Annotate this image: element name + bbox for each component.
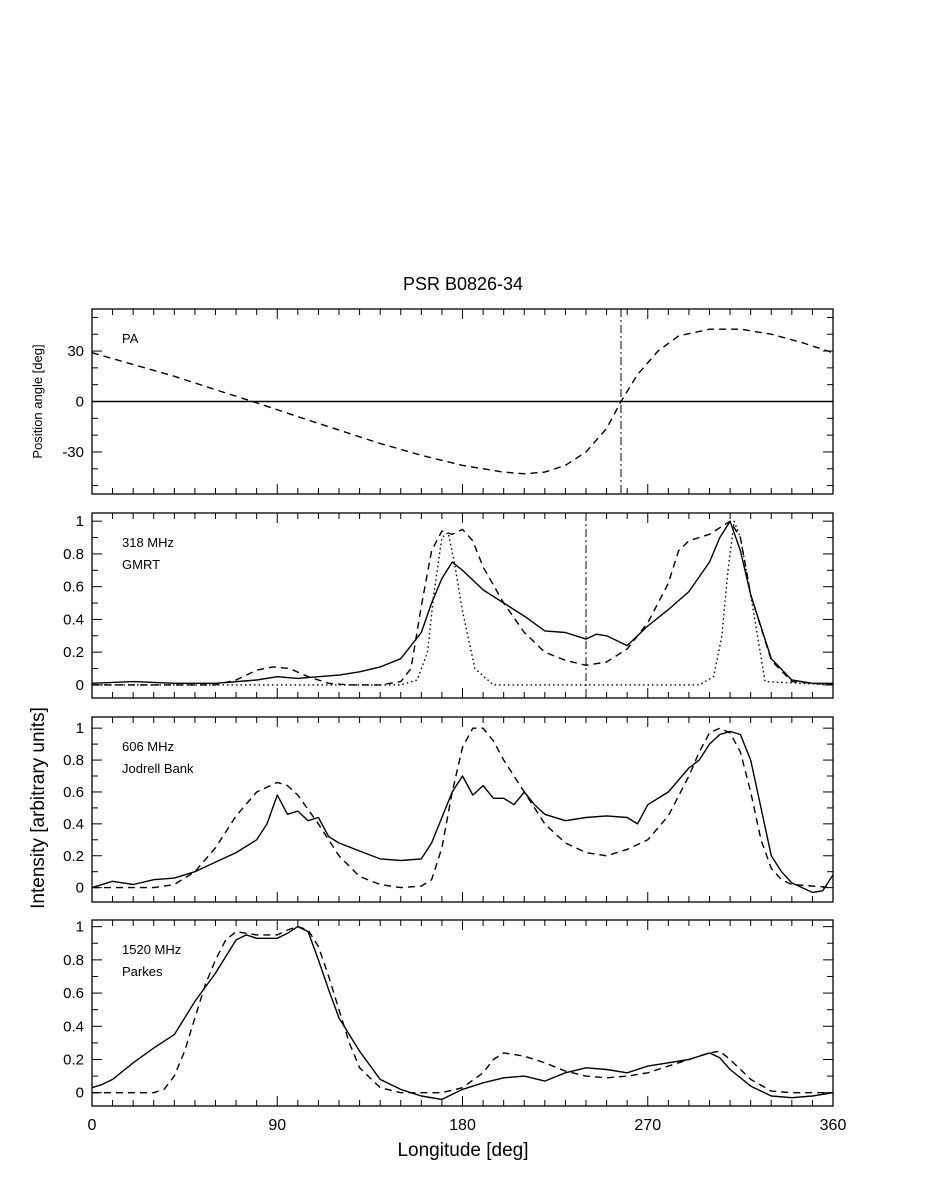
y-tick-label: 1: [75, 513, 84, 531]
panel-label: PA: [122, 331, 139, 346]
y-tick-label: 0.2: [63, 1051, 84, 1069]
y-tick-label: 0.6: [63, 578, 84, 596]
panel-label: GMRT: [122, 557, 161, 572]
y-tick-label: -30: [62, 443, 84, 461]
y-tick-label: 30: [67, 343, 84, 361]
panels: [30, 309, 846, 1134]
panel-3: [63, 717, 833, 902]
y-tick-label: 0.4: [63, 1018, 84, 1036]
y-tick-label: 0.2: [63, 847, 84, 865]
series-dashed-line: [92, 927, 833, 1093]
series-solid-line: [92, 927, 833, 1100]
series-dashed-line: [92, 521, 833, 685]
y-tick-label: 0.8: [63, 545, 84, 563]
y-tick-label: 1: [75, 918, 84, 936]
x-tick-label: 90: [268, 1117, 287, 1134]
panel-y-axis-label: Position angle [deg]: [30, 344, 45, 459]
y-tick-label: 0.6: [63, 783, 84, 801]
y-tick-label: 1: [75, 720, 84, 738]
series-dashed-line: [92, 728, 833, 887]
x-tick-label: 360: [819, 1117, 847, 1134]
y-tick-label: 0: [75, 393, 84, 411]
x-tick-label: 180: [449, 1117, 476, 1134]
y-tick-label: 0: [75, 676, 84, 694]
series-dotted-line: [92, 521, 833, 685]
y-tick-label: 0.8: [63, 752, 84, 770]
y-tick-label: 0.4: [63, 815, 84, 833]
panel-1: [30, 309, 833, 494]
panel-label: 318 MHz: [122, 535, 175, 550]
shared-y-axis-label: Intensity [arbitrary units]: [28, 707, 49, 909]
panel-label: Parkes: [122, 964, 163, 979]
y-tick-label: 0.6: [63, 985, 84, 1003]
y-tick-label: 0: [75, 879, 84, 897]
figure-title: PSR B0826-34: [402, 274, 524, 294]
panel-4: [63, 919, 846, 1134]
y-tick-label: 0.8: [63, 951, 84, 969]
panel-frame: [92, 920, 833, 1106]
series-solid-line: [92, 521, 833, 683]
panel-frame: [92, 513, 833, 698]
panel-label: 606 MHz: [122, 739, 175, 754]
panel-label: 1520 MHz: [122, 942, 182, 957]
panel-label: Jodrell Bank: [122, 761, 194, 776]
y-tick-label: 0: [75, 1084, 84, 1102]
panel-2: [63, 513, 833, 698]
y-tick-label: 0.2: [63, 644, 84, 662]
y-tick-label: 0.4: [63, 611, 84, 629]
series-solid-line: [92, 731, 833, 892]
panel-frame: [92, 717, 833, 902]
x-axis-label: Longitude [deg]: [397, 1140, 529, 1161]
x-tick-label: 0: [87, 1117, 97, 1134]
x-tick-label: 270: [634, 1117, 662, 1134]
